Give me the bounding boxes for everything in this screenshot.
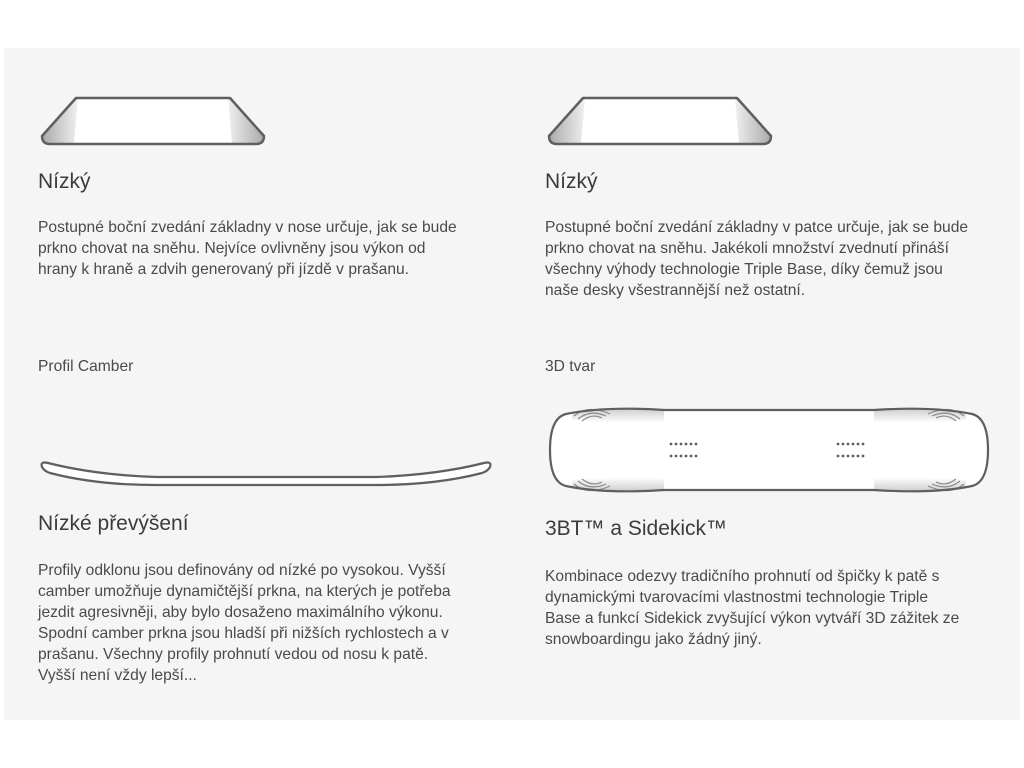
camber-profile-label: Profil Camber <box>38 358 134 375</box>
3d-shape-label: 3D tvar <box>545 358 596 375</box>
tail-heading: Nízký <box>545 170 598 193</box>
tail-profile-icon <box>545 88 775 150</box>
nose-profile-icon <box>38 88 268 150</box>
camber-profile-icon <box>36 455 498 491</box>
camber-heading: Nízké převýšení <box>38 512 189 535</box>
3bt-sidekick-description: Kombinace odezvy tradičního prohnutí od špičky k patě s dynamickými tvarovacími vlastnostmi technologie Triple Base a funkcí Sidekick zvyšující výkon vytváří 3D zážitek ze snowboardingu jako žádný jiný. <box>545 568 960 648</box>
tail-description: Postupné boční zvedání základny v patce určuje, jak se bude prkno chovat na sněhu. Jakékoli množství zvednutí přináší všechny výhody technologie Triple Base, díky čemuž jsou naše desky všestrannější než ostatní. <box>545 219 969 299</box>
3bt-sidekick-heading: 3BT™ a Sidekick™ <box>545 517 728 540</box>
camber-description: Profily odklonu jsou definovány od nízké po vysokou. Vyšší camber umožňuje dynamičtější prkna, na kterých je potřeba jezdit agresivněji, aby bylo dosaženo maximálního výkonu. Spodní camber prkna jsou hladší při nižších rychlostech a v prašanu. Všechny profily prohnutí vedou od nosu k patě. Vyšší není vždy lepší... <box>38 562 451 684</box>
board-3d-shape-icon <box>544 400 994 500</box>
nose-description: Postupné boční zvedání základny v nose určuje, jak se bude prkno chovat na sněhu. Nejvíce ovlivněny jsou výkon od hrany k hraně a zdvih generovaný při jízdě v prašanu. <box>38 219 457 278</box>
nose-heading: Nízký <box>38 170 91 193</box>
